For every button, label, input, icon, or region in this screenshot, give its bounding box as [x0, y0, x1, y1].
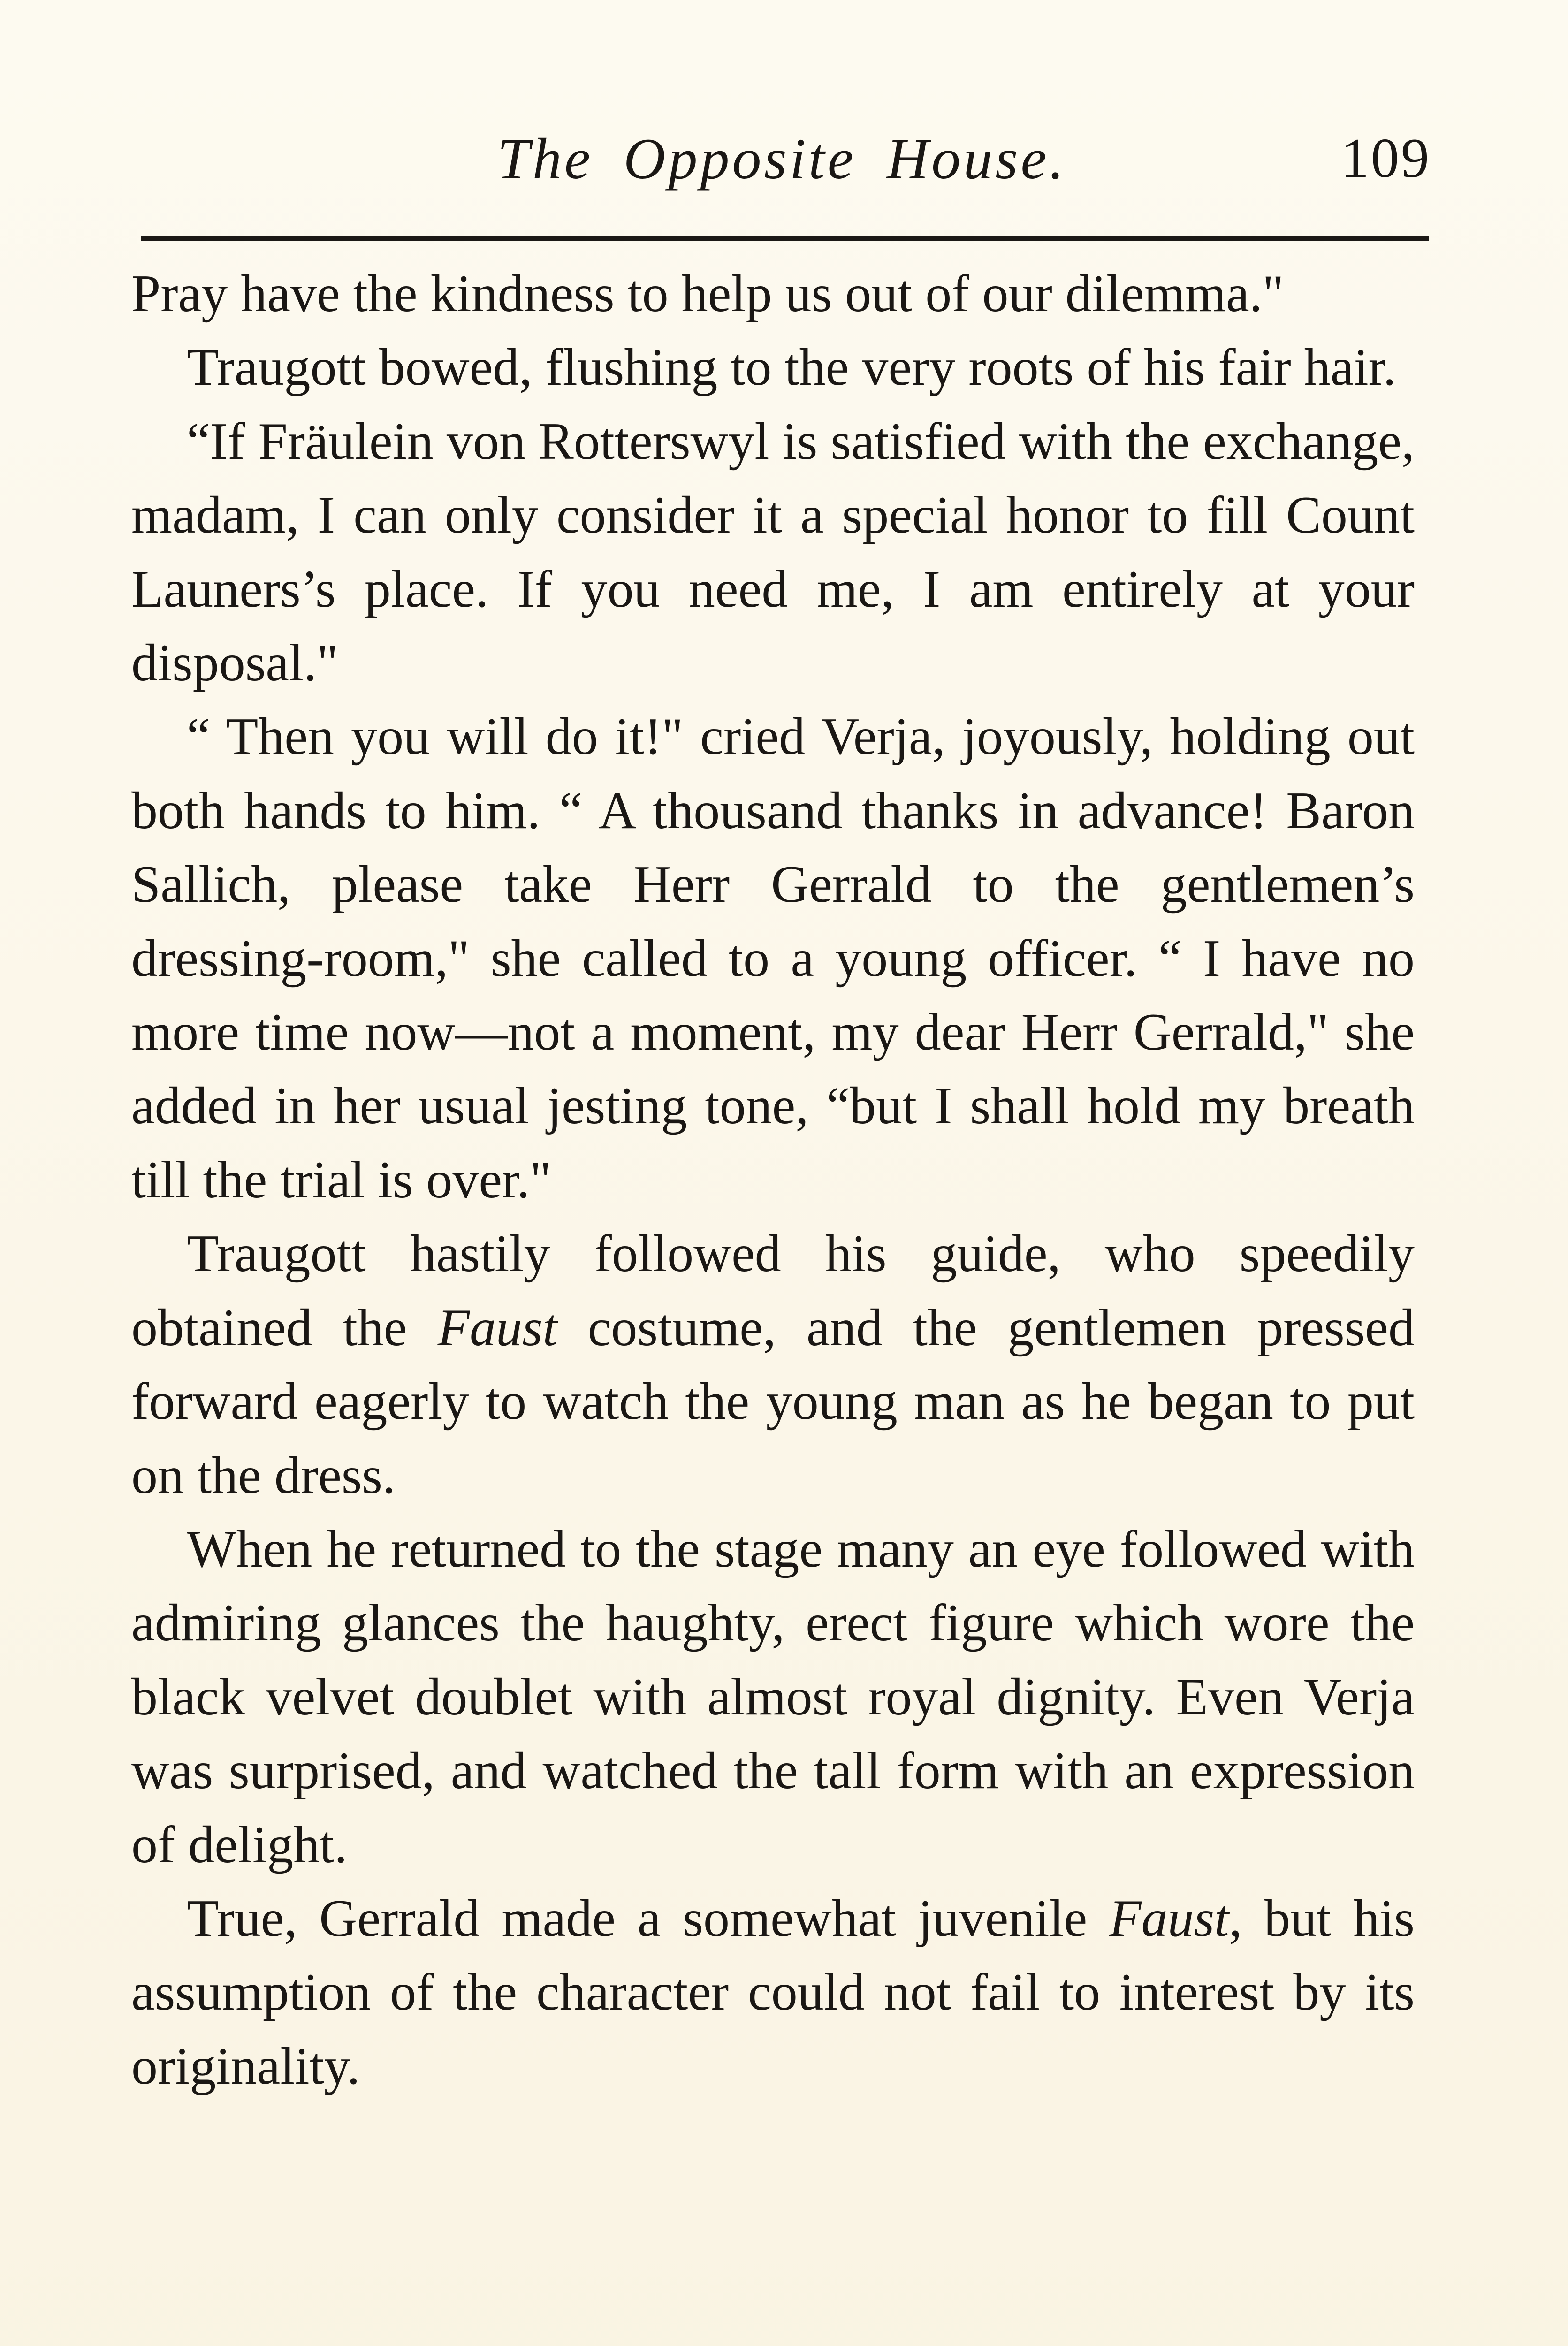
running-header [136, 126, 1431, 201]
running-title: The Opposite House. [497, 127, 1067, 191]
paragraph: Pray have the kindness to help us out of our dilemma." [131, 265, 1284, 323]
paragraph: True, Gerrald made a somewhat juvenile Faust, but his assumption of the character could not fail to interest by its originality. [131, 1889, 1415, 2095]
paragraph: “If Fräulein von Rotterswyl is satisfied with the exchange, madam, I can only consider it a special honor to fill Count Launers’s place. If you need me, I am entirely at your disposal." [131, 412, 1415, 693]
page-number: 109 [1341, 127, 1431, 189]
paragraph: Traugott hastily followed his guide, who speedily obtained the Faust costume, and the gentlemen pressed forward eagerly to watch the young man as he began to put on the dress. [131, 1225, 1415, 1505]
paragraph: Traugott bowed, flushing to the very roots of his fair hair. [187, 338, 1396, 397]
paragraph: “ Then you will do it!" cried Verja, joyously, holding out both hands to him. “ A thousand thanks in advance! Baron Sallich, please take Herr Gerrald to the gentlemen’s dressing-room," she called to a young officer. “ I have no more time now—not a moment, my dear Herr Gerrald," she added in her usual jesting tone, “but I shall hold my breath till the trial is over." [131, 708, 1415, 1209]
paragraph: When he returned to the stage many an eye followed with admiring glances the haughty, erect figure which wore the black velvet doublet with almost royal dignity. Even Verja was surprised, and watched the tall form with an expression of delight. [131, 1520, 1415, 1874]
header-rule [141, 236, 1429, 241]
body-text [131, 257, 1415, 2103]
